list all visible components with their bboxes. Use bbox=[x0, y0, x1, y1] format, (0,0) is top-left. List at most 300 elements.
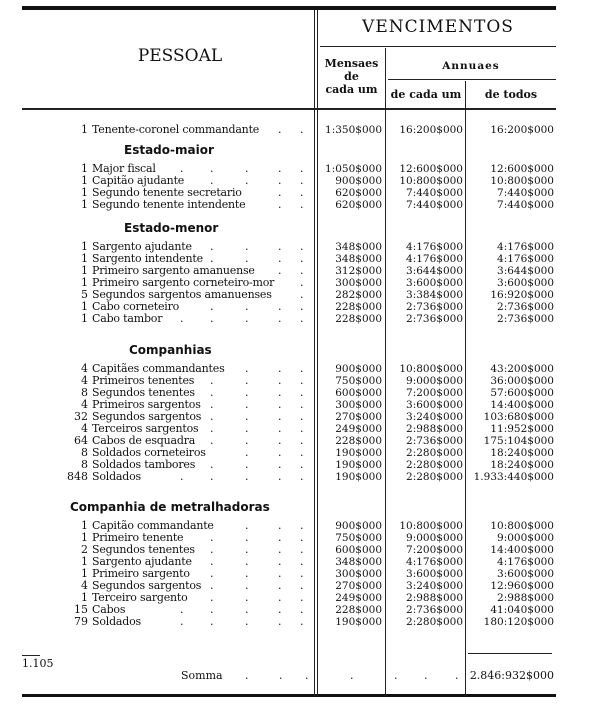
personnel-count: 1 bbox=[81, 186, 88, 199]
personnel-count: 5 bbox=[81, 288, 88, 301]
monthly-salary-each: 300$000 bbox=[335, 277, 382, 289]
personnel-description: Terceiros sargentos bbox=[92, 422, 199, 435]
leader-dot: . bbox=[278, 543, 282, 556]
personnel-description: Cabo corneteiro bbox=[92, 300, 180, 313]
leader-dot: . bbox=[245, 470, 249, 483]
leader-dot: . bbox=[300, 410, 304, 423]
leader-dot: . bbox=[300, 579, 304, 592]
personnel-count: 848 bbox=[67, 470, 88, 483]
annual-salary-each: 7:440$000 bbox=[406, 187, 463, 199]
personnel-description: Segundos sargentos amanuenses bbox=[92, 288, 272, 301]
leader-dot: . bbox=[245, 591, 249, 604]
personnel-count: 1 bbox=[81, 555, 88, 568]
personnel-description: Primeiro sargento bbox=[92, 567, 190, 580]
personnel-description: Primeiro sargento amanuense bbox=[92, 264, 255, 277]
leader-dot: . bbox=[455, 669, 459, 682]
leader-dot: . bbox=[300, 386, 304, 399]
annual-salary-total: 2:736$000 bbox=[497, 301, 554, 313]
personnel-description: Soldados bbox=[92, 615, 141, 628]
leader-dot: . bbox=[278, 615, 282, 628]
annual-salary-total: 4:176$000 bbox=[497, 556, 554, 568]
monthly-salary-each: 190$000 bbox=[335, 447, 382, 459]
leader-dot: . bbox=[278, 555, 282, 568]
personnel-description: Segundo tenente intendente bbox=[92, 198, 246, 211]
leader-dot: . bbox=[300, 615, 304, 628]
annual-salary-each: 2:280$000 bbox=[406, 447, 463, 459]
leader-dot: . bbox=[245, 579, 249, 592]
annual-salary-each: 3:384$000 bbox=[406, 289, 463, 301]
personnel-total-underline bbox=[22, 655, 40, 656]
monthly-salary-each: 300$000 bbox=[335, 399, 382, 411]
annual-salary-total: 3:644$000 bbox=[497, 265, 554, 277]
leader-dot: . bbox=[210, 615, 214, 628]
leader-dot: . bbox=[245, 422, 249, 435]
leader-dot: . bbox=[278, 603, 282, 616]
monthly-salary-each: 900$000 bbox=[335, 363, 382, 375]
leader-dot: . bbox=[278, 458, 282, 471]
annual-salary-total: 18:240$000 bbox=[490, 459, 554, 471]
annual-salary-each: 4:176$000 bbox=[406, 556, 463, 568]
leader-dot: . bbox=[245, 603, 249, 616]
personnel-count: 64 bbox=[74, 434, 88, 447]
personnel-count: 4 bbox=[81, 362, 88, 375]
leader-dot: . bbox=[278, 446, 282, 459]
leader-dot: . bbox=[245, 543, 249, 556]
leader-dot: . bbox=[278, 422, 282, 435]
personnel-description: Capitães commandantes bbox=[92, 362, 225, 375]
annual-salary-total: 18:240$000 bbox=[490, 447, 554, 459]
annual-salary-each: 2:280$000 bbox=[406, 459, 463, 471]
monthly-salary-each: 600$000 bbox=[335, 544, 382, 556]
monthly-salary-each: 1:350$000 bbox=[325, 124, 382, 136]
leader-dot: . bbox=[210, 162, 214, 175]
leader-dot: . bbox=[245, 386, 249, 399]
leader-dot: . bbox=[180, 470, 184, 483]
leader-dot: . bbox=[300, 240, 304, 253]
leader-dot: . bbox=[300, 300, 304, 313]
personnel-description: Terceiro sargento bbox=[92, 591, 188, 604]
personnel-count: 4 bbox=[81, 579, 88, 592]
leader-dot: . bbox=[245, 615, 249, 628]
leader-dot: . bbox=[300, 276, 304, 289]
annual-salary-total: 10:800$000 bbox=[490, 520, 554, 532]
leader-dot: . bbox=[278, 252, 282, 265]
annual-salary-each: 9:000$000 bbox=[406, 375, 463, 387]
annual-salary-total: 7:440$000 bbox=[497, 199, 554, 211]
total-underline bbox=[468, 653, 552, 654]
personnel-description: Primeiros sargentos bbox=[92, 398, 201, 411]
leader-dot: . bbox=[245, 458, 249, 471]
monthly-salary-each: 190$000 bbox=[335, 459, 382, 471]
monthly-salary-each: 300$000 bbox=[335, 568, 382, 580]
personnel-count: 1 bbox=[81, 276, 88, 289]
leader-dot: . bbox=[210, 174, 214, 187]
leader-dot: . bbox=[245, 162, 249, 175]
leader-dot: . bbox=[300, 264, 304, 277]
personnel-description: Cabos bbox=[92, 603, 126, 616]
annual-salary-each: 12:600$000 bbox=[399, 163, 463, 175]
personnel-description: Cabo tambor bbox=[92, 312, 163, 325]
leader-dot: . bbox=[245, 374, 249, 387]
monthly-salary-each: 620$000 bbox=[335, 199, 382, 211]
leader-dot: . bbox=[300, 186, 304, 199]
leader-dot: . bbox=[278, 386, 282, 399]
leader-dot: . bbox=[245, 567, 249, 580]
leader-dot: . bbox=[245, 300, 249, 313]
leader-dot: . bbox=[210, 470, 214, 483]
annual-salary-total: 43:200$000 bbox=[490, 363, 554, 375]
personnel-description: Soldados corneteiros bbox=[92, 446, 206, 459]
leader-dot: . bbox=[210, 434, 214, 447]
section-title: Companhias bbox=[129, 343, 212, 357]
leader-dot: . bbox=[278, 410, 282, 423]
annual-salary-each: 9:000$000 bbox=[406, 532, 463, 544]
monthly-salary-each: 750$000 bbox=[335, 375, 382, 387]
personnel-description: Segundos sargentos bbox=[92, 410, 202, 423]
leader-dot: . bbox=[278, 174, 282, 187]
annual-salary-each: 2:736$000 bbox=[406, 604, 463, 616]
leader-dot: . bbox=[350, 669, 354, 682]
leader-dot: . bbox=[424, 669, 428, 682]
leader-dot: . bbox=[300, 174, 304, 187]
vencimentos-header: VENCIMENTOS bbox=[362, 17, 514, 37]
leader-dot: . bbox=[245, 174, 249, 187]
leader-dot: . bbox=[210, 579, 214, 592]
monthly-salary-each: 600$000 bbox=[335, 387, 382, 399]
leader-dot: . bbox=[278, 162, 282, 175]
section-title: Companhia de metralhadoras bbox=[70, 500, 270, 514]
leader-dot: . bbox=[180, 312, 184, 325]
personnel-description: Soldados bbox=[92, 470, 141, 483]
annual-salary-each: 2:988$000 bbox=[406, 592, 463, 604]
annual-salary-each: 3:600$000 bbox=[406, 277, 463, 289]
leader-dot: . bbox=[278, 434, 282, 447]
personnel-description: Capitão commandante bbox=[92, 519, 214, 532]
leader-dot: . bbox=[278, 186, 282, 199]
leader-dot: . bbox=[210, 591, 214, 604]
leader-dot: . bbox=[300, 591, 304, 604]
leader-dot: . bbox=[245, 410, 249, 423]
leader-dot: . bbox=[210, 422, 214, 435]
personnel-description: Primeiro sargento corneteiro-mor bbox=[92, 276, 275, 289]
annual-salary-each: 7:440$000 bbox=[406, 199, 463, 211]
personnel-count: 1 bbox=[81, 174, 88, 187]
annual-salary-each: 4:176$000 bbox=[406, 241, 463, 253]
annual-salary-total: 10:800$000 bbox=[490, 175, 554, 187]
annual-salary-total: 11:952$000 bbox=[490, 423, 554, 435]
annual-salary-each: 2:280$000 bbox=[406, 616, 463, 628]
annual-salary-each: 10:800$000 bbox=[399, 363, 463, 375]
monthly-salary-each: 348$000 bbox=[335, 241, 382, 253]
annual-salary-each: 3:240$000 bbox=[406, 411, 463, 423]
annual-salary-total: 2:988$000 bbox=[497, 592, 554, 604]
annual-salary-total: 3:600$000 bbox=[497, 277, 554, 289]
annual-salary-total: 180:120$000 bbox=[483, 616, 554, 628]
bottom-rule bbox=[22, 694, 556, 697]
table-row bbox=[0, 616, 600, 628]
leader-dot: . bbox=[245, 446, 249, 459]
leader-dot: . bbox=[278, 567, 282, 580]
leader-dot: . bbox=[305, 669, 309, 682]
leader-dot: . bbox=[210, 410, 214, 423]
leader-dot: . bbox=[245, 362, 249, 375]
de-cada-um-header: de cada um bbox=[390, 88, 462, 101]
leader-dot: . bbox=[300, 252, 304, 265]
leader-dot: . bbox=[300, 446, 304, 459]
leader-dot: . bbox=[210, 458, 214, 471]
leader-dot: . bbox=[245, 312, 249, 325]
annuaes-underline bbox=[388, 79, 556, 80]
annual-salary-each: 2:280$000 bbox=[406, 471, 463, 483]
de-todos-header: de todos bbox=[484, 88, 538, 101]
leader-dot: . bbox=[210, 252, 214, 265]
leader-dot: . bbox=[279, 669, 283, 682]
monthly-salary-each: 228$000 bbox=[335, 435, 382, 447]
section-title: Estado-maior bbox=[124, 143, 214, 157]
leader-dot: . bbox=[245, 398, 249, 411]
personnel-description: Major fiscal bbox=[92, 162, 156, 175]
personnel-count: 4 bbox=[81, 374, 88, 387]
personnel-count: 1 bbox=[81, 252, 88, 265]
personnel-count: 1 bbox=[81, 519, 88, 532]
annual-salary-total: 14:400$000 bbox=[490, 399, 554, 411]
annual-salary-each: 3:644$000 bbox=[406, 265, 463, 277]
annual-salary-total: 103:680$000 bbox=[483, 411, 554, 423]
leader-dot: . bbox=[300, 434, 304, 447]
annual-salary-each: 3:240$000 bbox=[406, 580, 463, 592]
personnel-description: Primeiro tenente bbox=[92, 531, 184, 544]
leader-dot: . bbox=[300, 603, 304, 616]
personnel-count: 15 bbox=[74, 603, 88, 616]
leader-dot: . bbox=[300, 519, 304, 532]
leader-dot: . bbox=[210, 386, 214, 399]
mensaes-header-line3: cada um bbox=[325, 83, 378, 96]
monthly-salary-each: 249$000 bbox=[335, 592, 382, 604]
annual-salary-total: 1.933:440$000 bbox=[473, 471, 554, 483]
annual-salary-total: 12:960$000 bbox=[490, 580, 554, 592]
leader-dot: . bbox=[210, 603, 214, 616]
leader-dot: . bbox=[278, 312, 282, 325]
monthly-salary-each: 620$000 bbox=[335, 187, 382, 199]
monthly-salary-each: 249$000 bbox=[335, 423, 382, 435]
personnel-count: 1 bbox=[81, 198, 88, 211]
personnel-count: 79 bbox=[74, 615, 88, 628]
leader-dot: . bbox=[210, 398, 214, 411]
annual-salary-each: 3:600$000 bbox=[406, 568, 463, 580]
monthly-salary-each: 270$000 bbox=[335, 411, 382, 423]
leader-dot: . bbox=[210, 374, 214, 387]
leader-dot: . bbox=[278, 300, 282, 313]
pessoal-header: PESSOAL bbox=[137, 46, 223, 66]
monthly-salary-each: 190$000 bbox=[335, 616, 382, 628]
annual-salary-each: 2:736$000 bbox=[406, 301, 463, 313]
annual-salary-total: 9:000$000 bbox=[497, 532, 554, 544]
monthly-salary-each: 228$000 bbox=[335, 313, 382, 325]
monthly-salary-each: 228$000 bbox=[335, 604, 382, 616]
leader-dot: . bbox=[300, 162, 304, 175]
monthly-salary-each: 282$000 bbox=[335, 289, 382, 301]
leader-dot: . bbox=[210, 555, 214, 568]
personnel-description: Soldados tambores bbox=[92, 458, 196, 471]
annuaes-header: Annuaes bbox=[442, 60, 500, 72]
annual-salary-total: 41:040$000 bbox=[490, 604, 554, 616]
annual-salary-each: 10:800$000 bbox=[399, 175, 463, 187]
annual-salary-each: 10:800$000 bbox=[399, 520, 463, 532]
leader-dot: . bbox=[300, 398, 304, 411]
leader-dot: . bbox=[210, 240, 214, 253]
monthly-salary-each: 900$000 bbox=[335, 520, 382, 532]
leader-dot: . bbox=[300, 362, 304, 375]
personnel-count: 4 bbox=[81, 422, 88, 435]
leader-dot: . bbox=[300, 123, 304, 136]
monthly-salary-each: 348$000 bbox=[335, 253, 382, 265]
leader-dot: . bbox=[210, 567, 214, 580]
leader-dot: . bbox=[180, 162, 184, 175]
leader-dot: . bbox=[278, 374, 282, 387]
annual-salary-each: 16:200$000 bbox=[399, 124, 463, 136]
leader-dot: . bbox=[245, 519, 249, 532]
annual-salary-total: 16:200$000 bbox=[490, 124, 554, 136]
leader-dot: . bbox=[300, 567, 304, 580]
personnel-count: 8 bbox=[81, 458, 88, 471]
total-personnel: 1.105 bbox=[22, 657, 54, 670]
personnel-count: 2 bbox=[81, 543, 88, 556]
monthly-salary-each: 312$000 bbox=[335, 265, 382, 277]
personnel-description: Tenente-coronel commandante bbox=[92, 123, 260, 136]
leader-dot: . bbox=[300, 458, 304, 471]
somma-row bbox=[0, 670, 600, 682]
vencimentos-underline bbox=[320, 46, 556, 47]
monthly-salary-each: 750$000 bbox=[335, 532, 382, 544]
somma-value: 2.846:932$000 bbox=[469, 669, 554, 682]
leader-dot: . bbox=[300, 374, 304, 387]
leader-dot: . bbox=[300, 312, 304, 325]
leader-dot: . bbox=[245, 434, 249, 447]
leader-dot: . bbox=[278, 398, 282, 411]
somma-label: Somma bbox=[181, 669, 223, 682]
header-bottom-rule bbox=[22, 108, 556, 110]
annual-salary-total: 175:104$000 bbox=[483, 435, 554, 447]
annual-salary-total: 4:176$000 bbox=[497, 253, 554, 265]
personnel-description: Segundos tenentes bbox=[92, 386, 195, 399]
table-row bbox=[0, 124, 600, 136]
personnel-description: Sargento intendente bbox=[92, 252, 203, 265]
leader-dot: . bbox=[180, 603, 184, 616]
annual-salary-each: 2:736$000 bbox=[406, 435, 463, 447]
mensaes-header-line1: Mensaes bbox=[324, 57, 379, 70]
personnel-description: Capitão ajudante bbox=[92, 174, 185, 187]
leader-dot: . bbox=[300, 470, 304, 483]
leader-dot: . bbox=[245, 669, 249, 682]
annual-salary-total: 4:176$000 bbox=[497, 241, 554, 253]
table-row bbox=[0, 199, 600, 211]
leader-dot: . bbox=[210, 543, 214, 556]
personnel-count: 8 bbox=[81, 446, 88, 459]
leader-dot: . bbox=[278, 240, 282, 253]
monthly-salary-each: 1:050$000 bbox=[325, 163, 382, 175]
leader-dot: . bbox=[180, 615, 184, 628]
leader-dot: . bbox=[300, 543, 304, 556]
personnel-count: 1 bbox=[81, 162, 88, 175]
leader-dot: . bbox=[300, 422, 304, 435]
monthly-salary-each: 348$000 bbox=[335, 556, 382, 568]
personnel-count: 1 bbox=[81, 264, 88, 277]
personnel-count: 1 bbox=[81, 123, 88, 136]
leader-dot: . bbox=[300, 555, 304, 568]
personnel-count: 1 bbox=[81, 312, 88, 325]
leader-dot: . bbox=[278, 579, 282, 592]
leader-dot: . bbox=[278, 198, 282, 211]
leader-dot: . bbox=[300, 198, 304, 211]
monthly-salary-each: 270$000 bbox=[335, 580, 382, 592]
table-row bbox=[0, 471, 600, 483]
leader-dot: . bbox=[278, 264, 282, 277]
personnel-description: Sargento ajudante bbox=[92, 555, 192, 568]
personnel-count: 1 bbox=[81, 300, 88, 313]
personnel-description: Cabos de esquadra bbox=[92, 434, 196, 447]
leader-dot: . bbox=[300, 531, 304, 544]
table-row bbox=[0, 313, 600, 325]
annual-salary-total: 7:440$000 bbox=[497, 187, 554, 199]
leader-dot: . bbox=[245, 555, 249, 568]
leader-dot: . bbox=[278, 519, 282, 532]
annual-salary-each: 7:200$000 bbox=[406, 544, 463, 556]
monthly-salary-each: 228$000 bbox=[335, 301, 382, 313]
leader-dot: . bbox=[210, 300, 214, 313]
leader-dot: . bbox=[300, 288, 304, 301]
annual-salary-each: 7:200$000 bbox=[406, 387, 463, 399]
leader-dot: . bbox=[394, 669, 398, 682]
personnel-description: Segundos sargentos bbox=[92, 579, 202, 592]
personnel-count: 1 bbox=[81, 531, 88, 544]
leader-dot: . bbox=[210, 312, 214, 325]
leader-dot: . bbox=[278, 470, 282, 483]
leader-dot: . bbox=[278, 123, 282, 136]
personnel-count: 32 bbox=[74, 410, 88, 423]
monthly-salary-each: 190$000 bbox=[335, 471, 382, 483]
leader-dot: . bbox=[210, 531, 214, 544]
annual-salary-each: 2:988$000 bbox=[406, 423, 463, 435]
personnel-description: Segundo tenente secretario bbox=[92, 186, 242, 199]
monthly-salary-each: 900$000 bbox=[335, 175, 382, 187]
annual-salary-total: 57:600$000 bbox=[490, 387, 554, 399]
personnel-count: 1 bbox=[81, 567, 88, 580]
annual-salary-each: 4:176$000 bbox=[406, 253, 463, 265]
annual-salary-each: 3:600$000 bbox=[406, 399, 463, 411]
personnel-description: Primeiros tenentes bbox=[92, 374, 195, 387]
annual-salary-total: 2:736$000 bbox=[497, 313, 554, 325]
leader-dot: . bbox=[245, 531, 249, 544]
leader-dot: . bbox=[278, 591, 282, 604]
leader-dot: . bbox=[245, 240, 249, 253]
annual-salary-total: 3:600$000 bbox=[497, 568, 554, 580]
personnel-count: 1 bbox=[81, 240, 88, 253]
annual-salary-total: 12:600$000 bbox=[490, 163, 554, 175]
annual-salary-total: 16:920$000 bbox=[490, 289, 554, 301]
leader-dot: . bbox=[278, 531, 282, 544]
personnel-count: 8 bbox=[81, 386, 88, 399]
leader-dot: . bbox=[278, 362, 282, 375]
leader-dot: . bbox=[245, 252, 249, 265]
top-rule bbox=[22, 6, 556, 10]
personnel-description: Segundos tenentes bbox=[92, 543, 195, 556]
annual-salary-total: 36:000$000 bbox=[490, 375, 554, 387]
personnel-description: Sargento ajudante bbox=[92, 240, 192, 253]
personnel-count: 1 bbox=[81, 591, 88, 604]
annual-salary-each: 2:736$000 bbox=[406, 313, 463, 325]
mensaes-header-line2: de bbox=[344, 70, 359, 83]
section-title: Estado-menor bbox=[124, 221, 219, 235]
